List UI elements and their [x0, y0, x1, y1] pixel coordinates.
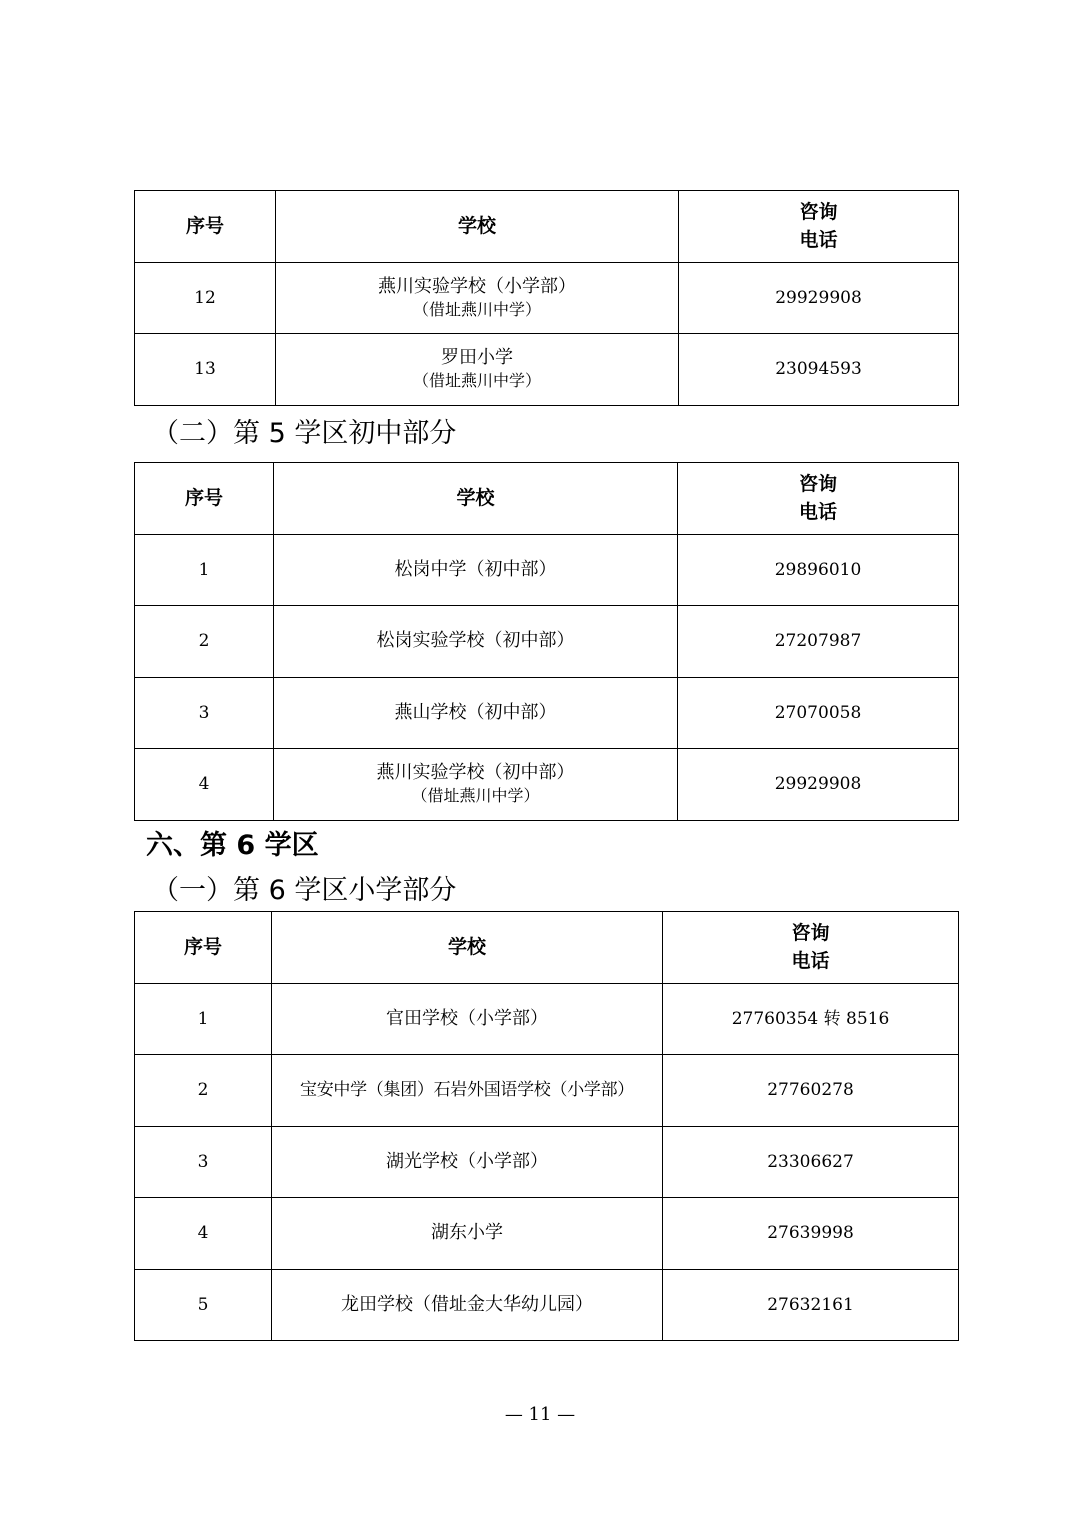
- table-row: [135, 1055, 959, 1127]
- table-district6-primary: [134, 911, 959, 1341]
- col-school-header: 学校: [272, 912, 663, 984]
- row-phone: 27207987: [678, 606, 959, 678]
- col-phone-header: [678, 463, 959, 535]
- table-header-row: [135, 191, 959, 263]
- col-no-header: 序号: [135, 463, 274, 535]
- row-no: 3: [135, 677, 274, 749]
- school-name: 湖光学校（小学部）: [386, 1150, 548, 1172]
- row-phone: 29929908: [678, 749, 959, 821]
- row-no: 13: [135, 334, 276, 406]
- row-phone: 27760278: [663, 1055, 959, 1127]
- row-no: 2: [135, 1055, 272, 1127]
- school-note: （借址燕川中学）: [412, 299, 541, 319]
- row-school: [274, 606, 678, 678]
- school-name: 龙田学校（借址金大华幼儿园）: [341, 1293, 593, 1315]
- table-district5-middle: [134, 462, 959, 821]
- col-phone-header: [663, 912, 959, 984]
- row-no: 12: [135, 262, 276, 334]
- phone-header-l1: 咨询: [799, 201, 838, 224]
- row-phone: 27760354 转 8516: [663, 983, 959, 1055]
- row-school: [272, 1055, 663, 1127]
- row-no: 3: [135, 1126, 272, 1198]
- school-name: 湖东小学: [431, 1222, 503, 1244]
- row-no: 2: [135, 606, 274, 678]
- table-row: [135, 606, 959, 678]
- table-row: [135, 983, 959, 1055]
- school-name: 燕川实验学校（小学部）: [378, 275, 576, 297]
- school-name: 松岗中学（初中部）: [394, 558, 557, 580]
- section-heading-d6-primary: （一）第 6 学区小学部分: [152, 875, 457, 906]
- table-row: [135, 749, 959, 821]
- col-school-header: 学校: [274, 463, 678, 535]
- row-phone: 27639998: [663, 1198, 959, 1270]
- phone-header-l1: 咨询: [791, 922, 830, 945]
- row-phone: 23094593: [679, 334, 959, 406]
- col-no-header: 序号: [135, 191, 276, 263]
- row-no: 1: [135, 983, 272, 1055]
- table-row: [135, 1269, 959, 1341]
- phone-header-l2: 电话: [799, 229, 838, 252]
- school-note: （借址燕川中学）: [411, 786, 540, 806]
- row-phone: 29929908: [679, 262, 959, 334]
- row-no: 1: [135, 534, 274, 606]
- table-row: [135, 534, 959, 606]
- row-phone: 27070058: [678, 677, 959, 749]
- phone-header-l1: 咨询: [798, 473, 837, 496]
- phone-header-l2: 电话: [791, 950, 830, 973]
- row-school: [272, 1198, 663, 1270]
- row-phone: 29896010: [678, 534, 959, 606]
- school-name: 罗田小学: [441, 347, 513, 369]
- row-school: [274, 749, 678, 821]
- row-phone: 27632161: [663, 1269, 959, 1341]
- section-heading-d5-middle: （二）第 5 学区初中部分: [152, 418, 457, 449]
- school-name: 燕川实验学校（初中部）: [376, 762, 575, 784]
- row-no: 5: [135, 1269, 272, 1341]
- school-name: 燕山学校（初中部）: [394, 701, 557, 723]
- col-phone-header: [679, 191, 959, 263]
- row-school: [274, 534, 678, 606]
- table-district5-primary-cont: [134, 190, 959, 406]
- school-name: 宝安中学（集团）石岩外国语学校（小学部）: [300, 1080, 634, 1101]
- col-school-header: 学校: [276, 191, 679, 263]
- phone-header-l2: 电话: [798, 501, 837, 524]
- table-row: [135, 1126, 959, 1198]
- row-school: [276, 262, 679, 334]
- row-school: [274, 677, 678, 749]
- row-no: 4: [135, 1198, 272, 1270]
- row-school: [272, 1126, 663, 1198]
- row-school: [272, 983, 663, 1055]
- school-note: （借址燕川中学）: [412, 371, 541, 391]
- school-name: 松岗实验学校（初中部）: [376, 630, 575, 652]
- table-row: [135, 1198, 959, 1270]
- section-heading-d6: 六、第 6 学区: [146, 830, 319, 861]
- page-number: — 11 —: [504, 1404, 576, 1425]
- table-row: [135, 334, 959, 406]
- table-row: [135, 262, 959, 334]
- col-no-header: 序号: [135, 912, 272, 984]
- row-school: [272, 1269, 663, 1341]
- table-header-row: [135, 912, 959, 984]
- row-no: 4: [135, 749, 274, 821]
- row-phone: 23306627: [663, 1126, 959, 1198]
- table-row: [135, 677, 959, 749]
- row-school: [276, 334, 679, 406]
- table-header-row: [135, 463, 959, 535]
- school-name: 官田学校（小学部）: [386, 1007, 548, 1029]
